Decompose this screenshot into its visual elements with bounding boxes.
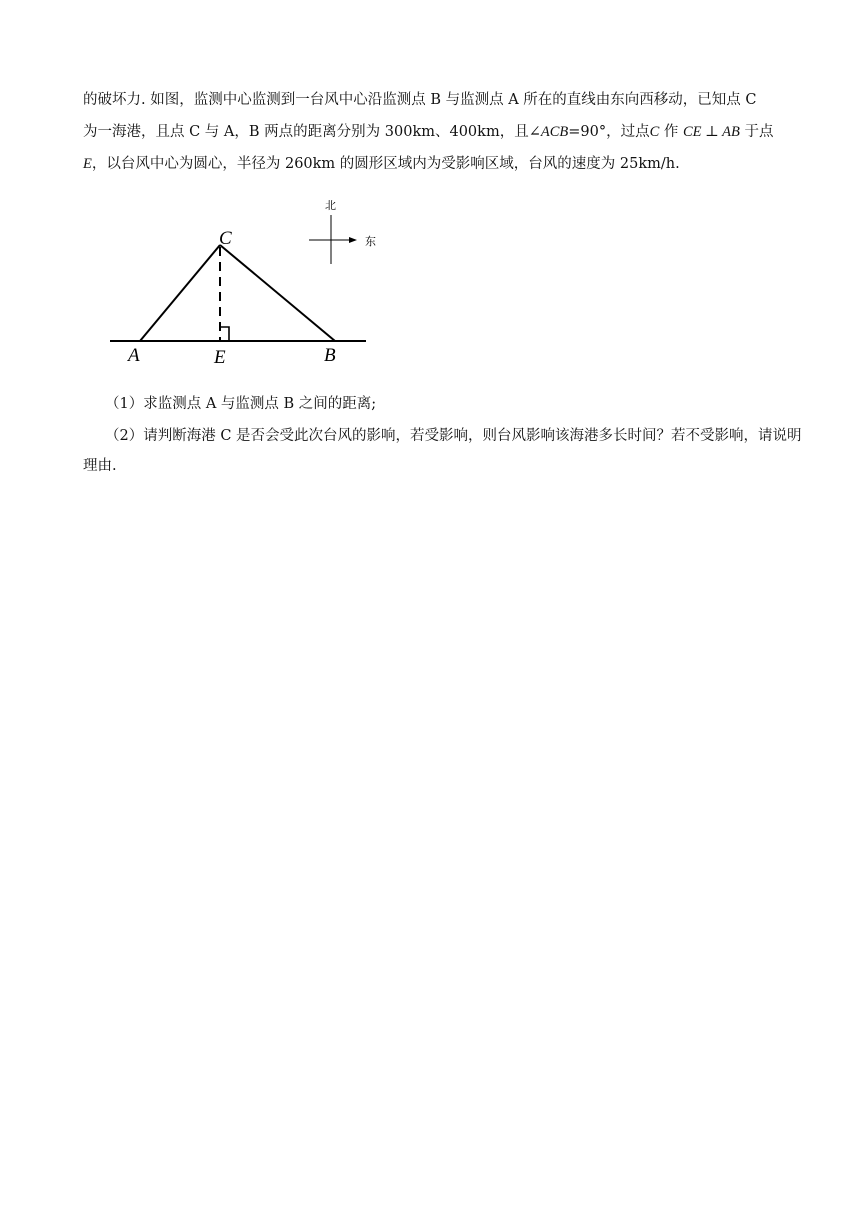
problem-line-2 xyxy=(83,116,811,148)
label-e: E xyxy=(214,347,226,368)
problem-text xyxy=(83,84,811,180)
problem-line-2-d: 于点 xyxy=(739,124,774,140)
compass-north-label: 北 xyxy=(325,199,336,212)
segment-ac xyxy=(140,245,220,341)
point-e-ref: E xyxy=(83,156,92,172)
east-arrow-icon xyxy=(349,237,357,243)
angle-expression: ∠ACB xyxy=(528,124,569,140)
problem-line-1: 的破坏力. 如图，监测中心监测到一台风中心沿监测点 B 与监测点 A 所在的直线由东向西移动，已知点 C xyxy=(83,92,757,108)
label-b: B xyxy=(324,345,336,366)
segment-cb xyxy=(220,245,335,341)
point-c-ref: C xyxy=(649,124,660,140)
problem-line-2-c: 作 xyxy=(659,124,683,140)
compass-icon xyxy=(309,199,376,264)
label-c: C xyxy=(219,228,232,249)
triangle-figure xyxy=(100,193,390,373)
problem-line-2-a: 为一海港，且点 C 与 A，B 两点的距离分别为 300km、400km，且 xyxy=(83,124,529,140)
question-2: （2）请判断海港 C 是否会受此次台风的影响，若受影响，则台风影响该海港多长时间？若不受影响，请说明理由. xyxy=(83,428,802,474)
problem-line-2-b: =90°，过点 xyxy=(568,124,650,140)
compass-east-label: 东 xyxy=(365,235,376,248)
problem-line-3-text: ，以台风中心为圆心，半径为 260km 的圆形区域内为受影响区域，台风的速度为 25km/h. xyxy=(91,156,680,172)
perpendicular-expression: CE ⊥ AB xyxy=(683,124,740,140)
right-angle-mark xyxy=(220,327,229,340)
label-a: A xyxy=(128,345,140,366)
question-1: （1）求监测点 A 与监测点 B 之间的距离; xyxy=(105,396,377,412)
problem-line-3 xyxy=(83,148,811,180)
